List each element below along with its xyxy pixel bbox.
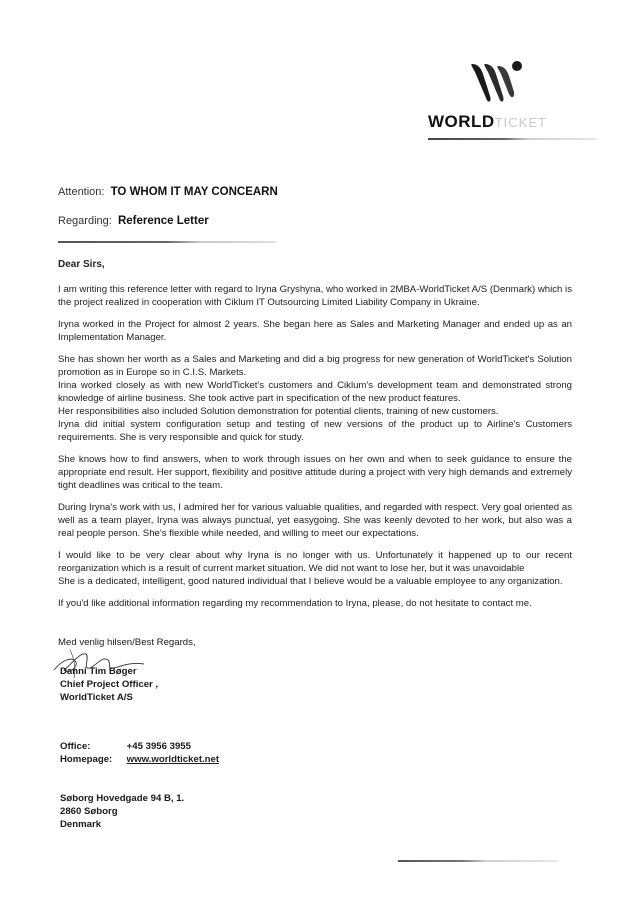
logo-wordmark: [428, 112, 547, 132]
signatory-name: Danni Tim Bøger: [60, 666, 137, 677]
signatory-block: [60, 665, 158, 704]
logo-text-faded: TICKET: [494, 115, 547, 130]
contact-block: [60, 740, 219, 766]
closing-salutation: Med venlig hilsen/Best Regards,: [58, 637, 196, 648]
attention-line: [58, 186, 278, 198]
paragraph-3-line-2: Irina worked closely as with new WorldTicket's customers and Ciklum's development team and demonstrated strong knowledge of airline business. She took active part in specification of the new product features.: [58, 380, 572, 404]
homepage-label: Homepage:: [60, 754, 113, 765]
address-country: Denmark: [60, 819, 102, 830]
header-divider: [58, 241, 276, 243]
paragraph-7: If you'd like additional information regarding my recommendation to Iryna, please, do not hesitate to contact me.: [58, 598, 532, 609]
address-city: 2860 Søborg: [60, 806, 118, 817]
homepage-row: [60, 753, 219, 766]
paragraph-5: During Iryna's work with us, I admired her for various valuable qualities, and regarded with respect. Very goal oriented as well as a team player, Iryna was always punctual, yet easygoing. She was keenly devoted to her work, but also was a real people person. She's flexible while needed, and willing to meet our expectations.: [58, 502, 572, 539]
signatory-company: WorldTicket A/S: [60, 692, 133, 703]
address-block: [60, 792, 184, 831]
attention-label: Attention:: [58, 186, 105, 198]
regarding-value: Reference Letter: [117, 215, 209, 227]
paragraph-3-line-4: Iryna did initial system configuration setup and testing of new versions of the product up to Airline's Customers requirements. She is very responsible and quick for study.: [58, 419, 572, 443]
office-label: Office:: [60, 741, 91, 752]
greeting: Dear Sirs,: [58, 259, 105, 270]
logo-text-bold: WORLD: [428, 112, 495, 131]
address-street: Søborg Hovedgade 94 B, 1.: [60, 793, 185, 804]
company-logo: [428, 58, 598, 138]
worldticket-logo-icon: [468, 58, 524, 108]
signatory-title: Chief Project Officer ,: [60, 679, 159, 690]
paragraph-6: [58, 549, 572, 588]
paragraph-6-line-2: She is a dedicated, intelligent, good natured individual that I believe would be a valuable employee to any organization.: [58, 576, 563, 587]
letter-body: [58, 258, 572, 619]
paragraph-4: She knows how to find answers, when to work through issues on her own and when to seek guidance to ensure the appropriate end result. Her support, flexibility and positive attitude during a project with very high demands and extremely tight deadlines was critical to the team.: [58, 454, 572, 491]
paragraph-2: Iryna worked in the Project for almost 2 years. She began here as Sales and Marketing Manager and ended up as an Implementation Manager.: [58, 319, 572, 343]
regarding-label: Regarding:: [58, 215, 112, 227]
footer-divider: [398, 860, 558, 862]
regarding-line: [58, 215, 209, 227]
office-row: [60, 740, 219, 753]
logo-divider: [428, 138, 596, 140]
attention-value: TO WHOM IT MAY CONCEARN: [110, 186, 278, 198]
paragraph-3-line-3: Her responsibilities also included Solution demonstration for potential clients, training of new customers.: [58, 406, 499, 417]
paragraph-6-line-1: I would like to be very clear about why Iryna is no longer with us. Unfortunately it happened up to our recent reorganization which is a result of current market situation. We did not want to lose her, but it was unavoidable: [58, 550, 572, 574]
office-phone: +45 3956 3955: [126, 741, 191, 752]
paragraph-3: [58, 353, 572, 444]
paragraph-1: I am writing this reference letter with regard to Iryna Gryshyna, who worked in 2MBA-WorldTicket A/S (Denmark) which is the project realized in cooperation with Ciklum IT Outsourcing Limited Liability Company in Ukraine.: [58, 284, 572, 308]
homepage-link[interactable]: www.worldticket.net: [126, 754, 220, 765]
paragraph-3-line-1: She has shown her worth as a Sales and Marketing and did a big progress for new generation of WorldTicket's Solution promotion as in Europe so in C.I.S. Markets.: [58, 354, 572, 378]
